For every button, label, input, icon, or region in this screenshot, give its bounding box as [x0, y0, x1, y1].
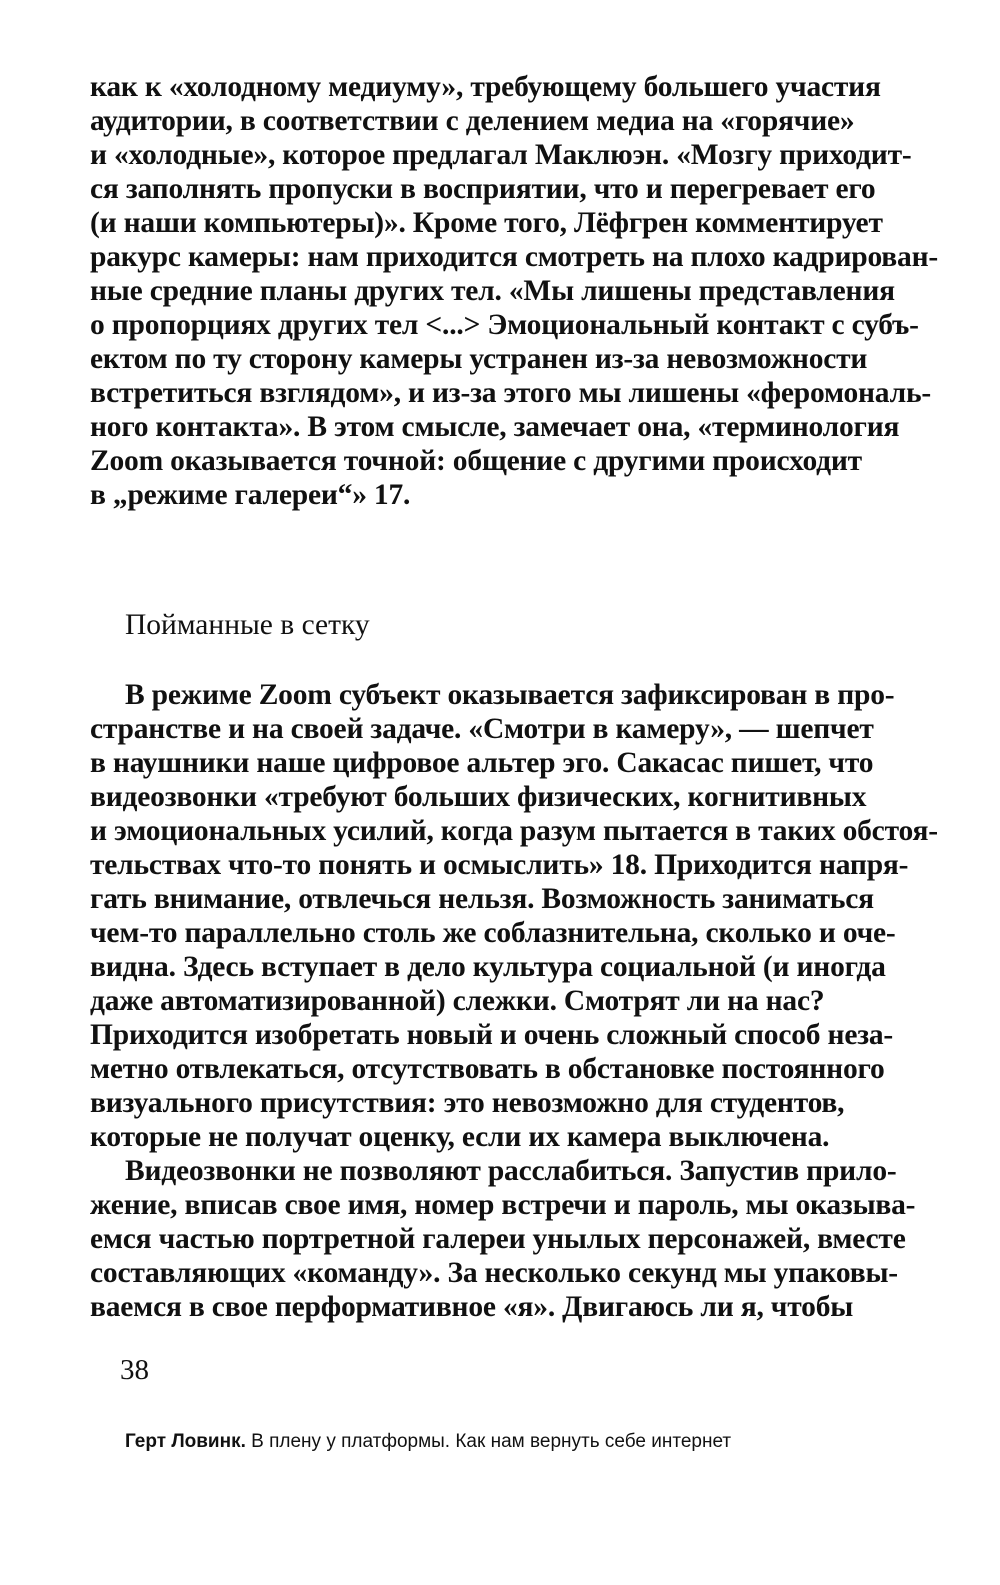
text-line: даже автоматизированной) слежки. Смотрят ли на нас?	[90, 985, 825, 1017]
text-line: жение, вписав свое имя, номер встречи и пароль, мы оказыва-	[90, 1189, 916, 1221]
text-line: ектом по ту сторону камеры устранен из-за невозможности	[90, 343, 868, 375]
text-line: о пропорциях других тел <...> Эмоциональный контакт с субъ-	[90, 309, 919, 341]
text-line: и эмоциональных усилий, когда разум пытается в таких обстоя-	[90, 815, 938, 847]
text-line: и «холодные», которое предлагал Маклюэн. «Мозгу приходит-	[90, 139, 912, 171]
text-line: составляющих «команду». За несколько секунд мы упаковы-	[90, 1257, 898, 1289]
text-line: ные средние планы других тел. «Мы лишены представления	[90, 275, 895, 307]
footer-author: Герт Ловинк.	[125, 1431, 246, 1452]
text-line: Zoom оказывается точной: общение с другими происходит	[90, 445, 862, 477]
text-line: как к «холодному медиуму», требующему большего участия	[90, 71, 881, 103]
text-line: метно отвлекаться, отсутствовать в обстановке постоянного	[90, 1053, 885, 1085]
footer-book-title: В плену у платформы. Как нам вернуть себе интернет	[251, 1431, 732, 1452]
text-line: гать внимание, отвлечься нельзя. Возможность заниматься	[90, 883, 874, 915]
text-line: в „режиме галереи“» 17.	[90, 479, 411, 511]
book-footer	[125, 1430, 731, 1454]
text-line: встретиться взглядом», и из-за этого мы лишены «феромональ-	[90, 377, 931, 409]
text-line: емся частью портретной галереи унылых персонажей, вместе	[90, 1223, 906, 1255]
text-line: в наушники наше цифровое альтер эго. Сакасас пишет, что	[90, 747, 874, 779]
text-line: Видеозвонки не позволяют расслабиться. Запустив прило-	[125, 1155, 897, 1187]
text-line: тельствах что-то понять и осмыслить» 18. Приходится напря-	[90, 849, 909, 881]
section-heading: Пойманные в сетку	[125, 609, 370, 641]
page-number: 38	[120, 1354, 149, 1386]
text-line: аудитории, в соответствии с делением медиа на «горячие»	[90, 105, 855, 137]
text-line: Приходится изобретать новый и очень сложный способ неза-	[90, 1019, 894, 1051]
text-line: визуального присутствия: это невозможно для студентов,	[90, 1087, 845, 1119]
text-line: ракурс камеры: нам приходится смотреть на плохо кадрирован-	[90, 241, 938, 273]
text-line: странстве и на своей задаче. «Смотри в камеру», — шепчет	[90, 713, 874, 745]
text-line: ся заполнять пропуски в восприятии, что и перегревает его	[90, 173, 876, 205]
text-line: В режиме Zoom субъект оказывается зафиксирован в про-	[125, 679, 895, 711]
text-line: видеозвонки «требуют больших физических, когнитивных	[90, 781, 867, 813]
text-line: которые не получат оценку, если их камера выключена.	[90, 1121, 830, 1153]
text-line: (и наши компьютеры)». Кроме того, Лёфгрен комментирует	[90, 207, 883, 239]
text-line: чем-то параллельно столь же соблазнительна, сколько и оче-	[90, 917, 896, 949]
text-line: ного контакта». В этом смысле, замечает она, «терминология	[90, 411, 900, 443]
text-line: видна. Здесь вступает в дело культура социальной (и иногда	[90, 951, 886, 983]
text-line: ваемся в свое перформативное «я». Двигаюсь ли я, чтобы	[90, 1291, 854, 1323]
